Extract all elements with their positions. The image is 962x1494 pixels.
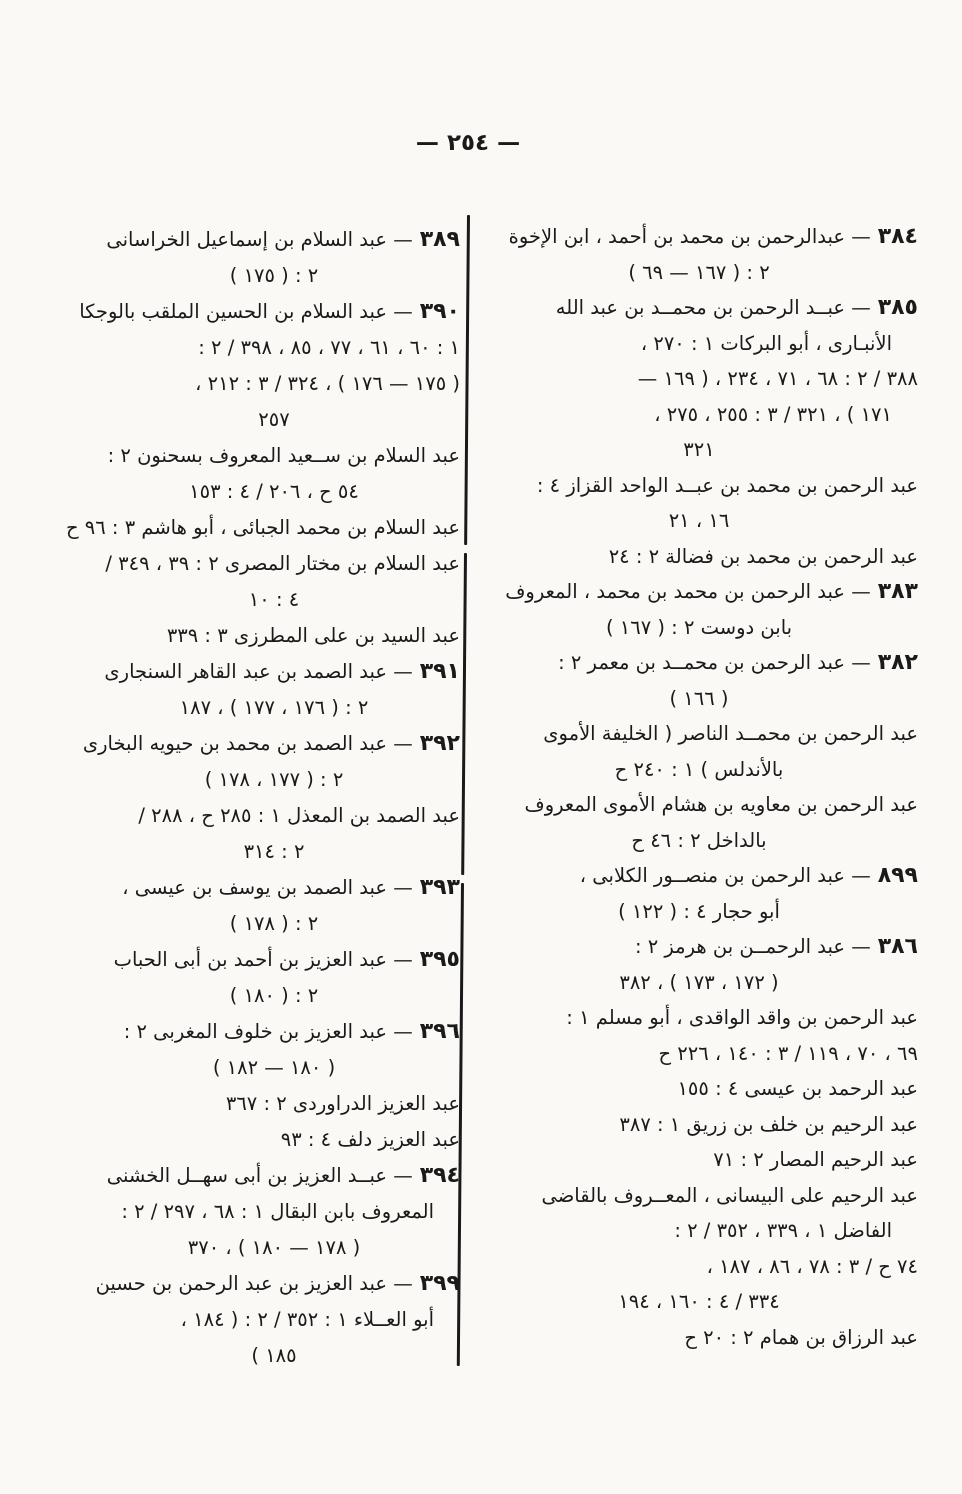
index-line: [88, 1266, 460, 1302]
entry-text: المعروف بابن البقال ١ : ٦٨ ، ٢٩٧ / ٢ :: [121, 1200, 434, 1223]
index-line: [88, 654, 460, 690]
entry-text: أبو حجار ٤ : ( ١٢٢ ): [618, 899, 780, 923]
entry-number: ٣٩٥: [419, 947, 460, 972]
index-line: [88, 1230, 460, 1266]
entry-text: بالأندلس ) ١ : ٢٤٠ ح: [614, 757, 784, 781]
index-line: [480, 503, 918, 539]
entry-number: ٣٩٩: [419, 1271, 460, 1296]
entry-text: عبد العزيز الدراوردى ٢ : ٣٦٧: [225, 1092, 460, 1115]
entry-text: عبد العزيز دلف ٤ : ٩٣: [280, 1128, 460, 1151]
index-line: [88, 618, 460, 654]
index-line: [480, 752, 918, 788]
entry-number: ٣٨٦: [877, 934, 918, 959]
index-line: [480, 1178, 918, 1214]
index-line: [79, 294, 460, 330]
entry-number: ٨٩٩: [877, 863, 918, 888]
index-line: [88, 1158, 460, 1194]
index-line: [480, 929, 918, 965]
entry-text: — عبد الرحمن بن محمــد بن معمر ٢ :: [558, 651, 871, 674]
entry-text: بابن دوست ٢ : ( ١٦٧ ): [605, 615, 793, 639]
index-line: [88, 762, 460, 798]
column-divider-segment: [461, 553, 466, 875]
entry-text: عبد السلام بن مختار المصرى ٢ : ٣٩ ، ٣٤٩ /: [105, 552, 460, 575]
entry-text: عبد الرحيم المصار ٢ : ٧١: [713, 1148, 918, 1171]
entry-number: ٣٨٩: [419, 227, 460, 252]
index-line: [480, 255, 918, 291]
index-line: [480, 823, 918, 859]
index-line: [82, 726, 460, 762]
entry-text: عبد الرحمن بن محمد بن فضالة ٢ : ٢٤: [608, 544, 918, 568]
index-line: [480, 468, 918, 504]
entry-text: ١٧١ ) ، ٣٢١ / ٣ : ٢٥٥ ، ٢٧٥ ،: [654, 402, 892, 426]
entry-text: ( ١٦٦ ): [669, 686, 729, 710]
index-line: [480, 894, 918, 930]
index-line: [88, 798, 460, 834]
entry-text: ( ١٧٢ ، ١٧٣ ) ، ٣٨٢: [619, 970, 779, 994]
column-divider-segment: [464, 215, 469, 545]
index-line: [480, 610, 918, 646]
index-line: [480, 716, 918, 752]
entry-text: عبد الرحيم بن خلف بن زريق ١ : ٣٨٧: [619, 1112, 918, 1136]
index-line: [480, 645, 918, 681]
index-line: [88, 906, 460, 942]
entry-number: ٣٩٤: [419, 1163, 460, 1188]
index-line: [480, 858, 918, 894]
index-line: [480, 965, 918, 1001]
index-column-left: [65, 222, 460, 1374]
entry-text: عبد الرحمن بن محمد بن عبــد الواحد القزاز ٤ :: [536, 473, 918, 497]
index-line: [88, 546, 460, 582]
entry-number: ٣٨٣: [877, 579, 918, 604]
index-line: [480, 574, 918, 610]
entry-text: — عبد الرحمن بن محمد بن محمد ، المعروف: [505, 580, 871, 603]
entry-text: ١٨٥ ): [251, 1344, 297, 1367]
entry-text: — عبد العزيز بن أحمد بن أبى الحباب: [113, 948, 413, 971]
entry-text: — عبــد الرحمن بن محمــد بن عبد الله: [555, 296, 871, 319]
entry-number: ٣٨٢: [877, 650, 918, 675]
entry-text: أبو العــلاء ١ : ٣٥٢ / ٢ : ( ١٨٤ ،: [180, 1308, 434, 1331]
index-line: [480, 1284, 918, 1320]
entry-text: ( ١٨٠ — ١٨٢ ): [212, 1056, 336, 1079]
index-line: [480, 290, 918, 326]
entry-text: عبد الرحمد بن عيسى ٤ : ١٥٥: [677, 1077, 918, 1100]
entry-text: عبد السلام بن ســعيد المعروف بسحنون ٢ :: [107, 444, 460, 467]
index-line: [88, 1122, 460, 1158]
entry-text: ١ : ٦٠ ، ٦١ ، ٧٧ ، ٨٥ ، ٣٩٨ / ٢ :: [198, 336, 460, 359]
index-line: [88, 1086, 460, 1122]
index-line: [88, 870, 460, 906]
entry-text: عبد الرحمن بن واقد الواقدى ، أبو مسلم ١ :: [566, 1006, 918, 1029]
index-line: [88, 258, 460, 294]
entry-text: — عبد السلام بن إسماعيل الخراسانى: [106, 228, 413, 251]
entry-number: ٣٩٣: [419, 875, 460, 900]
entry-text: عبد الرحيم على البيسانى ، المعــروف بالقاضى: [541, 1183, 918, 1207]
entry-text: ٢ : ٣١٤: [243, 840, 305, 863]
index-line: [480, 681, 918, 717]
index-line: [480, 1000, 918, 1036]
index-line: [88, 402, 460, 438]
index-line: [88, 1050, 460, 1086]
index-line: [480, 1213, 918, 1249]
entry-text: ٢٥٧: [258, 408, 290, 431]
index-line: [88, 942, 460, 978]
entry-text: — عبد السلام بن الحسين الملقب بالوجكا: [79, 300, 413, 323]
index-line: [480, 1142, 918, 1178]
entry-text: عبد السلام بن محمد الجبائى ، أبو هاشم ٣ : ٩٦ ح: [65, 516, 460, 539]
entry-text: عبد الرحمن بن معاويه بن هشام الأموى المعروف: [524, 793, 918, 816]
index-line: [88, 330, 460, 366]
entry-text: — عبد العزيز بن عبد الرحمن بن حسين: [95, 1272, 413, 1295]
entry-text: ٥٤ ح ، ٢٠٦ / ٤ : ١٥٣: [189, 480, 359, 503]
index-line: [65, 510, 460, 546]
entry-text: بالداخل ٢ : ٤٦ ح: [631, 828, 767, 852]
entry-text: ٢ : ( ١٧٧ ، ١٧٨ ): [204, 768, 344, 791]
index-line: [88, 1302, 460, 1338]
entry-text: عبد الرزاق بن همام ٢ : ٢٠ ح: [684, 1325, 918, 1349]
index-line: [88, 1194, 460, 1230]
index-line: [480, 361, 918, 397]
entry-text: — عبد الصمد بن عبد القاهر السنجارى: [104, 660, 413, 683]
index-line: [480, 432, 918, 468]
index-line: [480, 1036, 918, 1072]
index-line: [88, 834, 460, 870]
entry-text: — عبد الصمد بن محمد بن حيويه البخارى: [82, 732, 413, 755]
entry-text: الفاضل ١ ، ٣٣٩ ، ٣٥٢ / ٢ :: [674, 1219, 892, 1242]
entry-text: عبد السيد بن على المطرزى ٣ : ٣٣٩: [166, 624, 460, 647]
entry-text: ٦٩ ، ٧٠ ، ١١٩ / ٣ : ١٤٠ ، ٢٢٦ ح: [658, 1041, 918, 1065]
entry-text: — عبدالرحمن بن محمد بن أحمد ، ابن الإخوة: [508, 225, 871, 248]
index-line: [88, 582, 460, 618]
index-line: [480, 787, 918, 823]
entry-number: ٣٩٢: [419, 731, 460, 756]
entry-number: ٣٨٤: [877, 224, 918, 249]
entry-text: — عبد الصمد بن يوسف بن عيسى ،: [122, 876, 413, 899]
entry-text: ٣٢١: [683, 438, 715, 461]
entry-text: ٢ : ( ١٧٦ ، ١٧٧ ) ، ١٨٧: [179, 696, 369, 719]
index-line: [480, 326, 918, 362]
index-column-right: [480, 219, 918, 1355]
index-line: [88, 366, 460, 402]
index-line: [480, 1249, 918, 1285]
entry-number: ٣٩٠: [419, 299, 460, 324]
entry-number: ٣٩١: [419, 659, 460, 684]
entry-text: ٢ : ( ١٧٨ ): [229, 912, 319, 935]
index-line: [480, 1320, 918, 1356]
entry-text: الأنبـارى ، أبو البركات ١ : ٢٧٠ ،: [640, 331, 892, 355]
index-line: [480, 1071, 918, 1107]
entry-text: عبد الرحمن بن محمــد الناصر ( الخليفة الأموى: [543, 722, 918, 745]
index-line: [480, 397, 918, 433]
entry-text: — عبــد العزيز بن أبى سهــل الخشنى: [106, 1164, 413, 1187]
index-line: [480, 1107, 918, 1143]
page-number: — ٢٥٤ —: [415, 130, 521, 156]
entry-text: — عبد العزيز بن خلوف المغربى ٢ :: [123, 1020, 413, 1043]
entry-text: عبد الصمد بن المعذل ١ : ٢٨٥ ح ، ٢٨٨ /: [138, 804, 460, 827]
index-line: [480, 539, 918, 575]
entry-number: ٣٩٦: [419, 1019, 460, 1044]
index-line: [480, 219, 918, 255]
entry-text: ٤ : ١٠: [248, 588, 300, 611]
entry-text: ٣٨٨ / ٢ : ٦٨ ، ٧١ ، ٢٣٤ ، ( ١٦٩ —: [637, 367, 918, 390]
entry-text: ٢ : ( ١٦٧ — ٦٩ ): [628, 260, 770, 284]
entry-text: ٧٤ ح / ٣ : ٧٨ ، ٨٦ ، ١٨٧ ،: [706, 1254, 918, 1278]
index-line: [88, 978, 460, 1014]
entry-text: ( ١٧٥ — ١٧٦ ) ، ٣٢٤ / ٣ : ٢١٢ ،: [195, 372, 460, 395]
index-line: [88, 690, 460, 726]
entry-text: ١٦ ، ٢١: [668, 509, 730, 532]
index-line: [88, 474, 460, 510]
entry-text: ( ١٧٨ — ١٨٠ ) ، ٣٧٠: [187, 1236, 361, 1259]
entry-text: — عبد الرحمن بن منصــور الكلابى ،: [579, 864, 871, 887]
entry-text: ٣٣٤ / ٤ : ١٦٠ ، ١٩٤: [618, 1290, 780, 1313]
entry-text: ٢ : ( ١٧٥ ): [229, 264, 319, 287]
entry-text: ٢ : ( ١٨٠ ): [229, 984, 319, 1007]
index-line: [88, 1338, 460, 1374]
index-line: [88, 1014, 460, 1050]
entry-number: ٣٨٥: [877, 295, 918, 320]
index-line: [88, 438, 460, 474]
index-line: [88, 222, 460, 258]
entry-text: — عبد الرحمــن بن هرمز ٢ :: [634, 935, 871, 958]
